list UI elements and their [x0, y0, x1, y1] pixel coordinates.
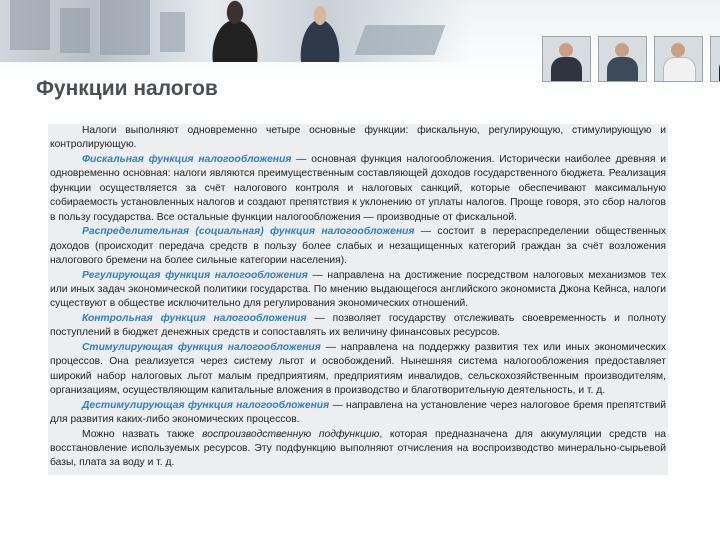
- paragraph-text: — основная функция налогообложения. Исторически наиболее древняя и одновременно основная: налоги являются преимущественным составляющей доходов государственного бюджета. Реализация функции осуществляется за счёт налогового контроля и налоговых санкций, которые обеспечивают максимальную собираемость установленных налогов и создают препятствия к уклонению от уплаты налогов. Проще говоря, это сбор налогов в пользу государства. Все остальные функции налогообложения — производные от фискальной.: [50, 153, 666, 223]
- function-term: Стимулирующая функция налогообложения: [82, 341, 321, 353]
- paragraph-text: — позволяет государству отслеживать своевременность и полноту поступлений в бюджет денежных средств и сопоставлять их величину финансовых ресурсов.: [50, 312, 666, 339]
- header-banner: [0, 0, 720, 82]
- function-term: Дестимулирующая функция налогообложения: [82, 399, 330, 411]
- thumbnail-photo: [654, 36, 703, 82]
- paragraph: [50, 399, 666, 428]
- italic-term: воспроизводственную подфункцию: [202, 428, 380, 440]
- paragraph: [50, 312, 666, 341]
- paragraph-text: Можно назвать также: [82, 428, 203, 440]
- photo-thumbnails: [542, 36, 720, 82]
- thumbnail-photo: [710, 36, 720, 82]
- paragraph: [50, 269, 666, 312]
- paragraph: [50, 225, 666, 268]
- paragraph-text: — направлена на поддержку развития тех или иных экономических процессов. Она реализуется через систему льгот и освобождений. Нынешняя система налогообложения предоставляет широкий набор налоговых льгот малым предприятиям, предприятиям инвалидов, сельскохозяйственным производителям, организациям, осуществляющим капитальные вложения в производство и благотворительную деятельность, и т. д.: [50, 341, 667, 397]
- function-term: Распределительная (социальная) функция налогообложения: [82, 226, 415, 238]
- text-body: [48, 124, 668, 475]
- page-title: Функции налогов: [36, 77, 218, 100]
- paragraph-text: — состоит в перераспределении общественных доходов (происходит передача средств в пользу более слабых и незащищенных категорий граждан за счёт возложения налогового бремени на более сильные категории населения).: [50, 226, 666, 267]
- paragraph-text: — направлена на достижение посредством налоговых механизмов тех или иных задач экономической политики государства. По мнению выдающегося английского экономиста Джона Кейнса, налоги существуют в обществе исключительно для регулирования экономических отношений.: [50, 269, 667, 310]
- paragraph-text: — направлена на установление через налоговое бремя препятствий для развития каких-либо экономических процессов.: [50, 399, 666, 426]
- header-photo: [0, 0, 470, 62]
- function-term: Регулирующая функция налогообложения: [82, 269, 308, 281]
- paragraph-text: Налоги выполняют одновременно четыре основные функции: фискальную, регулирующую, стимулирующую и контролирующую.: [50, 125, 666, 151]
- paragraph: [50, 124, 666, 153]
- paragraph: [50, 341, 666, 399]
- function-term: Фискальная функция налогообложения: [82, 153, 292, 165]
- function-term: Контрольная функция налогообложения: [82, 312, 307, 324]
- paragraph: [50, 428, 666, 471]
- paragraph: [50, 153, 666, 225]
- thumbnail-photo: [598, 36, 647, 82]
- paragraph-text: , которая предназначена для аккумуляции средств на восстановление используемых ресурсов. Эту подфункцию выполняют отчисления на воспроизводство минерально-сырьевой базы, плата за воду и т. д.: [50, 428, 667, 469]
- thumbnail-photo: [542, 36, 591, 82]
